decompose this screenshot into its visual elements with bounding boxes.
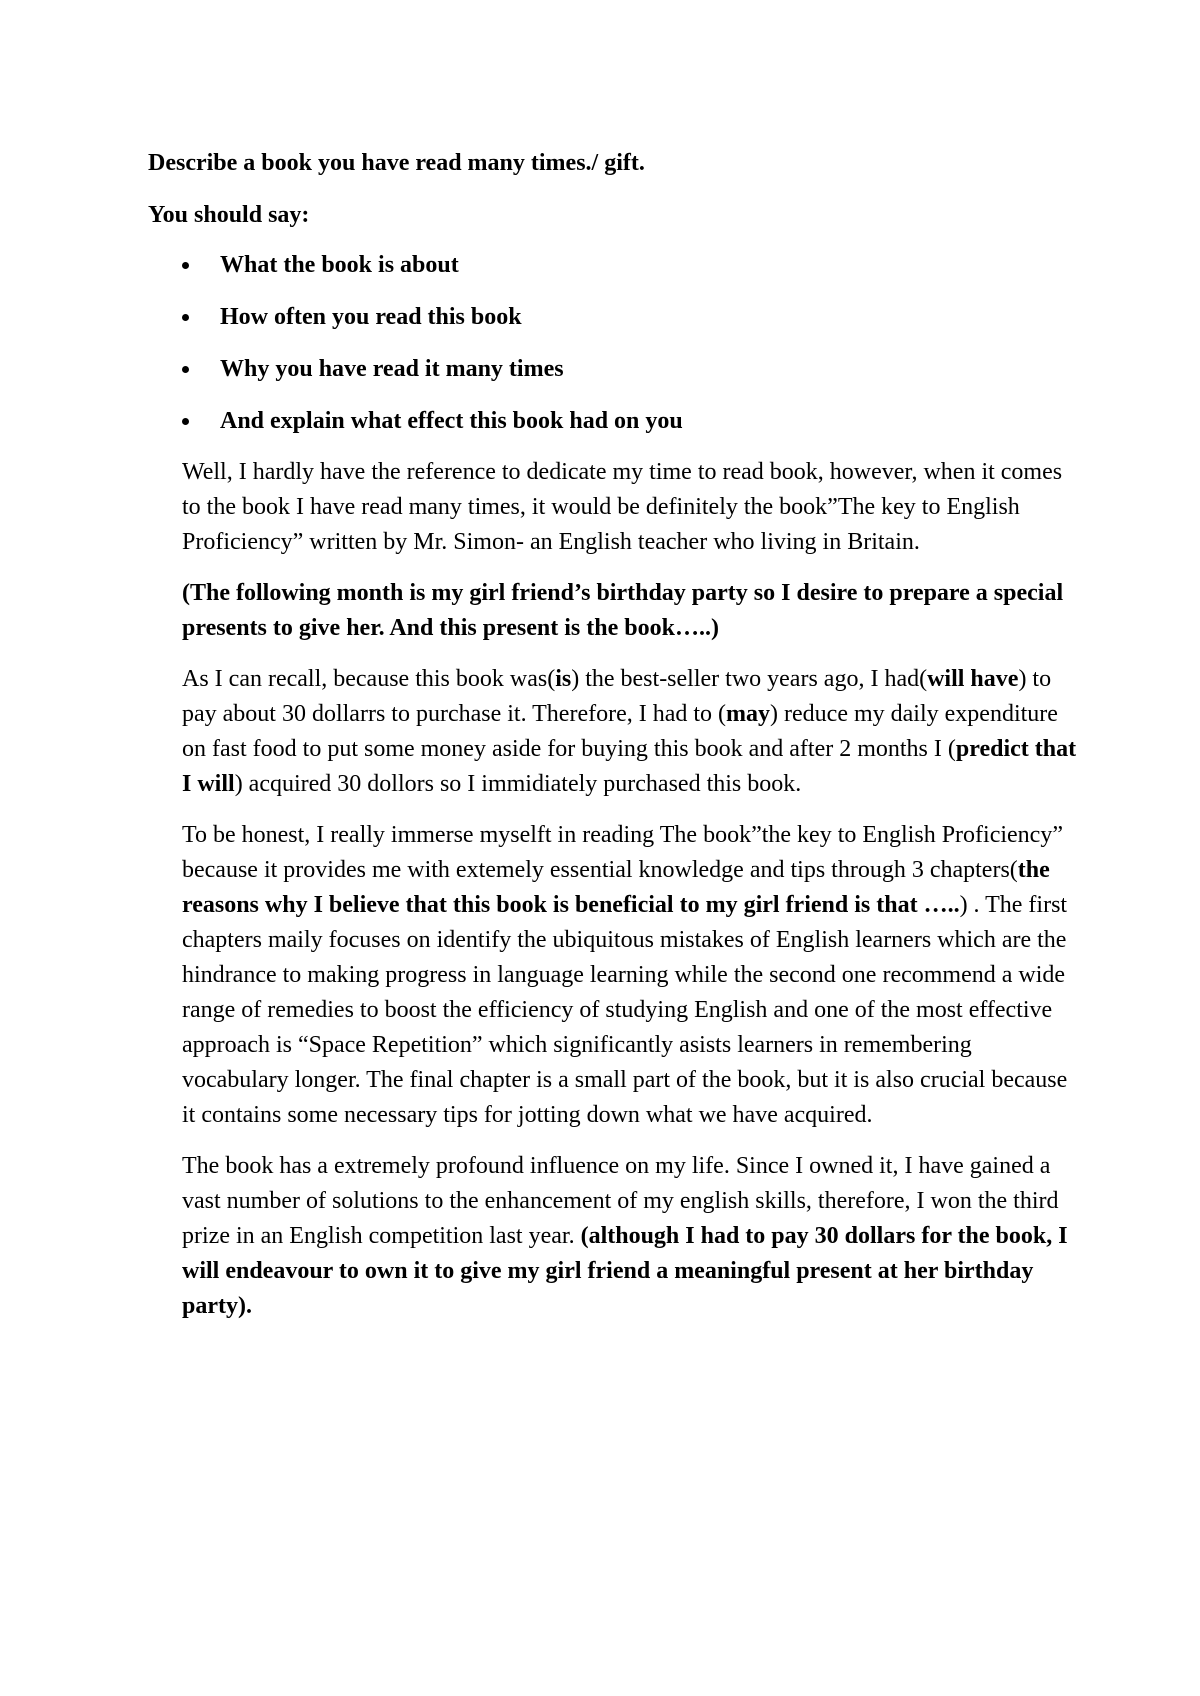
document-title: Describe a book you have read many times./ gift. — [148, 150, 645, 176]
bullet-dot-icon — [182, 418, 189, 425]
text-segment: The book has a extremely profound influence on my life. Since I owned it, I have gained a vast number of solutions to the enhancement of my english skills, therefore, I won the third prize in an English competition last year. — [182, 1153, 1059, 1249]
prompt-bullet-list — [148, 250, 1108, 458]
paragraph-influence — [182, 1149, 1082, 1324]
bullet-item — [148, 302, 1108, 354]
text-segment: ) acquired 30 dollors so I immidiately purchased this book. — [234, 771, 802, 797]
prompt-label: You should say: — [148, 202, 310, 228]
bullet-text: What the book is about — [220, 252, 459, 278]
bullet-dot-icon — [182, 314, 189, 321]
bullet-item — [148, 250, 1108, 302]
bold-segment: predict that I will — [182, 736, 1077, 797]
bullet-item — [148, 354, 1108, 406]
bullet-dot-icon — [182, 366, 189, 373]
bullet-dot-icon — [182, 262, 189, 269]
bold-segment: is — [555, 666, 572, 692]
answer-body — [182, 455, 1082, 1340]
paragraph-purchase — [182, 662, 1082, 802]
bold-segment: the reasons why I believe that this book is beneficial to my girl friend is that ….. — [182, 857, 1050, 918]
text-segment: As I can recall, because this book was( — [182, 666, 556, 692]
bullet-text: Why you have read it many times — [220, 356, 564, 382]
bold-segment: (although I had to pay 30 dollars for the book, I will endeavour to own it to give my girl friend a meaningful present at her birthday party). — [182, 1223, 1068, 1319]
bullet-text: How often you read this book — [220, 304, 522, 330]
paragraph-intro: Well, I hardly have the reference to dedicate my time to read book, however, when it comes to the book I have read many times, it would be definitely the book”The key to English Proficiency” written by Mr. Simon- an English teacher who living in Britain. — [182, 459, 1063, 555]
text-segment: ) reduce my daily expenditure on fast food to put some money aside for buying this book and after 2 months I ( — [182, 701, 1058, 762]
bold-segment: will have — [927, 666, 1019, 692]
text-segment: ) . The first chapters maily focuses on identify the ubiquitous mistakes of English learners which are the hindrance to making progress in language learning while the second one recommend a wide range of remedies to boost the efficiency of studying English and one of the most effective approach is “Space Repetition” which significantly asists learners in remembering vocabulary longer. The final chapter is a small part of the book, but it is also crucial because it contains some necessary tips for jotting down what we have acquired. — [182, 892, 1068, 1128]
bullet-item — [148, 406, 1108, 458]
paragraph-gift-note: (The following month is my girl friend’s birthday party so I desire to prepare a special presents to give her. And this present is the book…..) — [182, 580, 1064, 641]
bullet-text: And explain what effect this book had on you — [220, 408, 683, 434]
paragraph-content — [182, 818, 1082, 1133]
text-segment: ) the best-seller two years ago, I had( — [571, 666, 928, 692]
bold-segment: may — [726, 701, 771, 727]
text-segment: ) to pay about 30 dollarrs to purchase it. Therefore, I had to ( — [182, 666, 1052, 727]
text-segment: To be honest, I really immerse myselft in reading The book”the key to English Proficiency” because it provides me with extemely essential knowledge and tips through 3 chapters( — [182, 822, 1063, 883]
